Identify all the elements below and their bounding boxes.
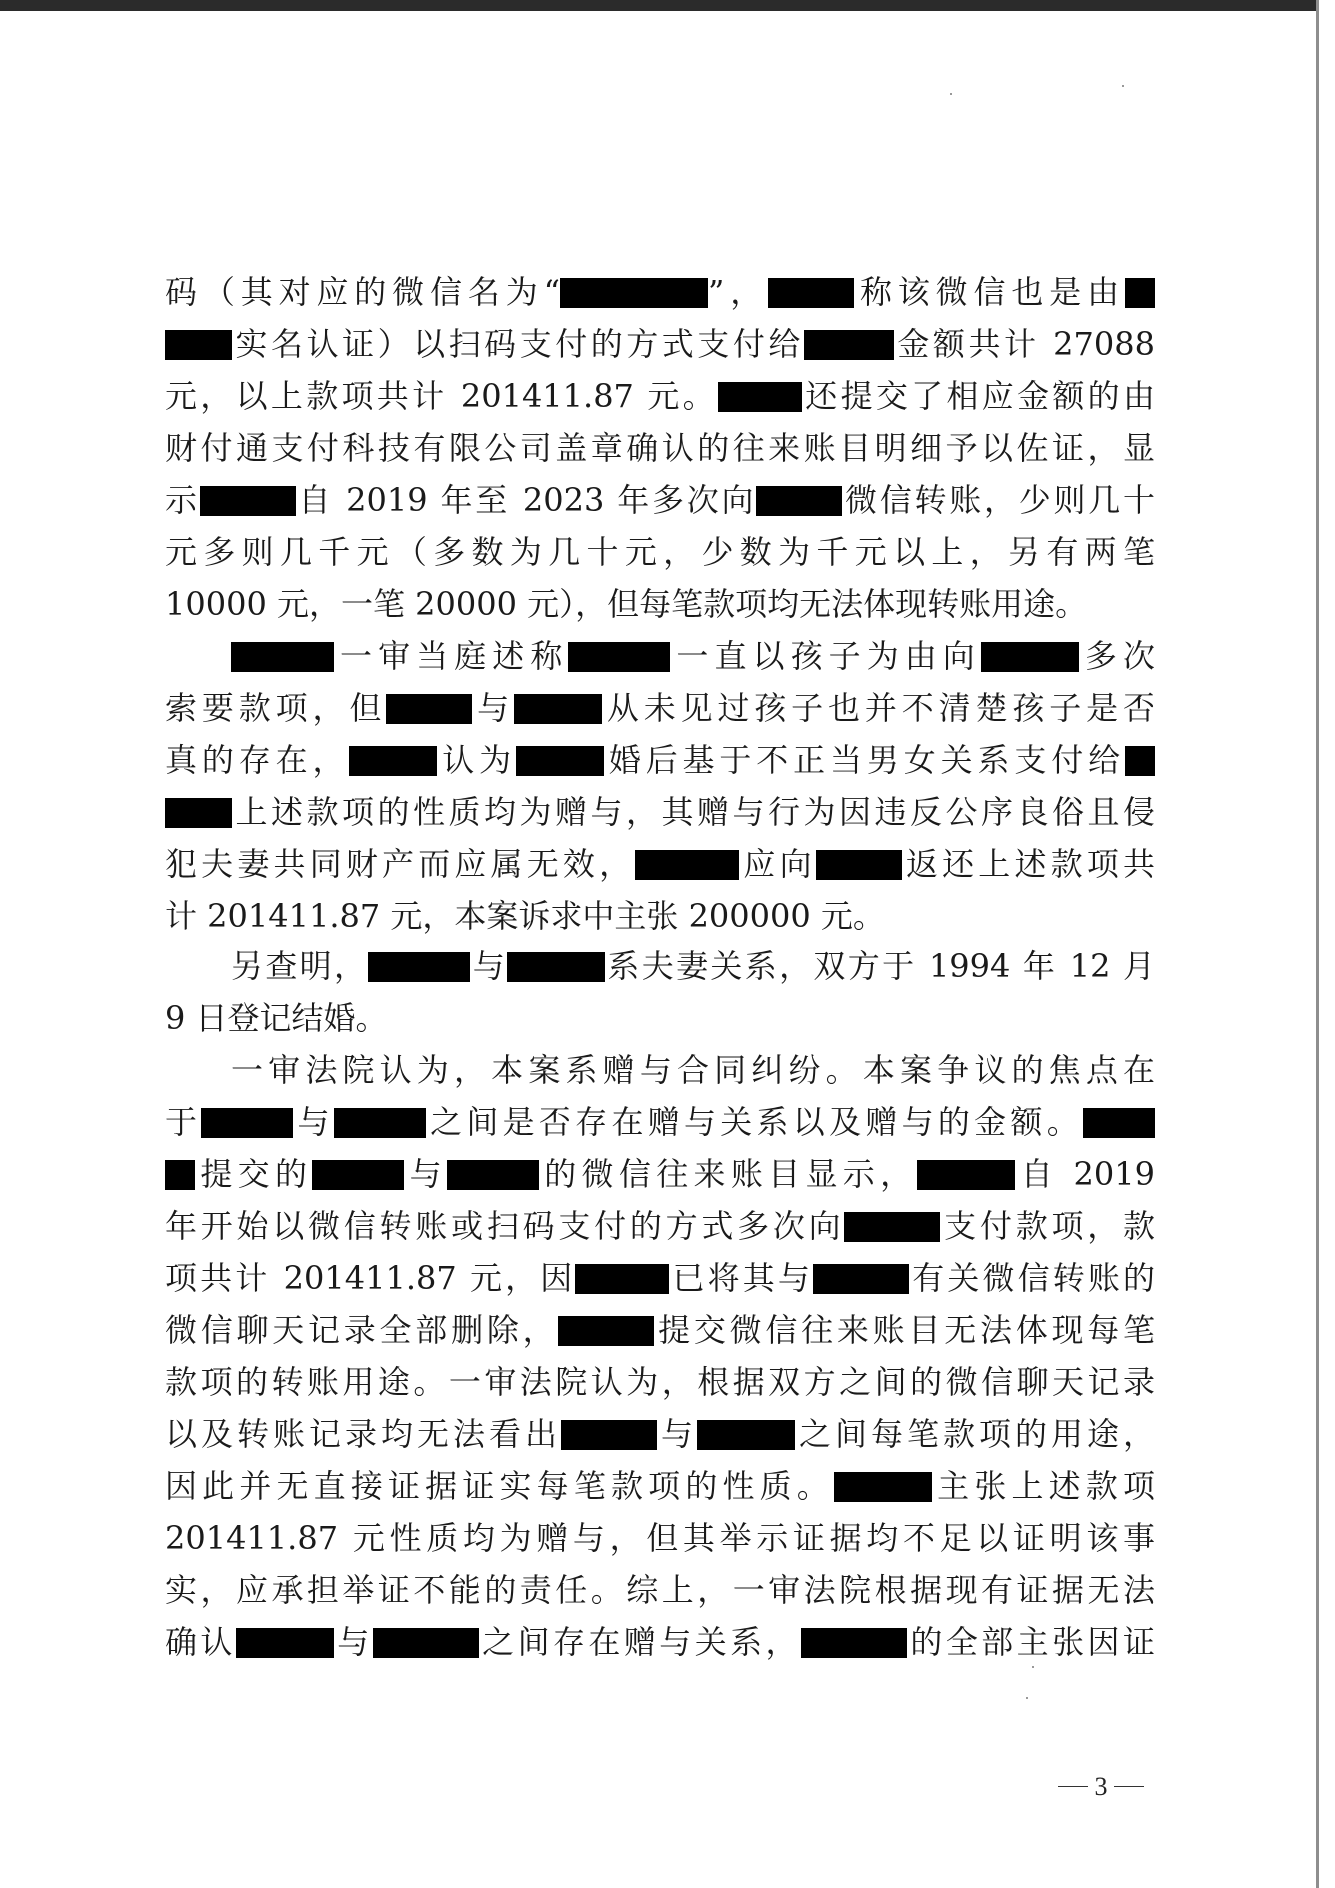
text-segment: 有关微信转账的 [909,1259,1155,1297]
redaction-box [200,486,296,516]
text-segment: 系夫妻关系，双方于 1994 年 12 月 [605,947,1155,985]
redaction-box [756,486,842,516]
text-segment: 自 2019 [1015,1155,1155,1193]
text-segment: 从未见过孩子也并不清楚孩子是否 [601,689,1155,727]
text-segment: 还提交了相应金额的由 [801,377,1155,415]
text-segment: 之间存在赠与关系， [478,1623,801,1661]
text-line [165,532,1155,572]
text-segment: 款项的转账用途。一审法院认为，根据双方之间的微信聊天记录 [165,1363,1155,1401]
text-segment: 计 201411.87 元，本案诉求中主张 200000 元。 [165,897,885,935]
text-segment: 与 [333,1623,373,1661]
redaction-box [1125,278,1155,308]
text-segment: 与 [656,1415,697,1453]
footer-dash-right [1114,1786,1144,1787]
redaction-box [231,642,334,672]
text-line [165,272,1155,312]
page-number-footer [1058,1772,1144,1802]
text-line [165,1362,1155,1402]
text-segment: 提交微信往来账目无法体现每笔 [654,1311,1155,1349]
text-line [165,1050,1155,1090]
text-segment: 应向 [739,845,816,883]
redaction-box [560,278,708,308]
redaction-box [575,1264,669,1294]
text-line [165,1518,1155,1558]
redaction-box [844,1212,940,1242]
redaction-box [1083,1108,1155,1138]
text-segment: 一审法院认为，本案系赠与合同纠纷。本案争议的焦点在 [231,1051,1155,1089]
text-segment: 10000 元，一笔 20000 元），但每笔款项均无法体现转账用途。 [165,585,1088,623]
text-segment: 与 [404,1155,447,1193]
redaction-box [349,746,437,776]
text-segment: 金额共计 27088 [893,325,1155,363]
redaction-box [568,642,670,672]
text-line [165,792,1155,832]
text-line [165,1206,1155,1246]
redaction-box [507,952,605,982]
text-segment: 微信聊天记录全部删除， [165,1311,559,1349]
text-segment: 201411.87 元性质均为赠与，但其举示证据均不足以证明该事 [165,1519,1155,1557]
redaction-box [1125,746,1155,776]
redaction-box [312,1160,404,1190]
text-line [165,1466,1155,1506]
text-segment: 财付通支付科技有限公司盖章确认的往来账目明细予以佐证，显 [165,429,1155,467]
redaction-box [334,1108,426,1138]
redaction-box [236,1628,334,1658]
redaction-box [165,330,232,360]
text-segment: 提交的 [195,1155,313,1193]
text-line [165,896,885,936]
text-line [165,946,1155,986]
text-line [165,1622,1155,1662]
text-segment: 项共计 201411.87 元，因 [165,1259,576,1297]
footer-dash-left [1058,1786,1088,1787]
text-segment: 支付款项，款 [940,1207,1155,1245]
text-line [165,844,1155,884]
text-segment: 多次 [1078,637,1155,675]
redaction-box [165,798,232,828]
scan-top-border [0,0,1316,11]
redaction-box [801,1628,907,1658]
text-line [165,428,1155,468]
text-segment: 与 [470,947,508,985]
redaction-box [201,1108,293,1138]
text-segment: 实，应承担举证不能的责任。综上，一审法院根据现有证据无法 [165,1571,1155,1609]
text-segment: 元多则几千元（多数为几十元，少数为千元以上，另有两笔 [165,533,1155,571]
text-segment: 的微信往来账目显示， [538,1155,918,1193]
redaction-box [558,1316,654,1346]
text-line [165,584,1087,624]
text-line [165,1414,1155,1454]
text-segment: 与 [472,689,514,727]
text-segment: 元，以上款项共计 201411.87 元。 [165,377,718,415]
redaction-box [834,1472,932,1502]
text-segment: 以及转账记录均无法看出 [165,1415,561,1453]
text-segment: 自 2019 年至 2023 年多次向 [295,481,757,519]
text-segment: 犯夫妻共同财产而应属无效， [165,845,636,883]
redaction-box [917,1160,1015,1190]
text-segment: 于 [165,1103,202,1141]
text-segment: ”， [707,273,769,311]
text-segment: 真的存在， [165,741,350,779]
text-segment: 9 日登记结婚。 [165,999,388,1037]
text-segment: 年开始以微信转账或扫码支付的方式多次向 [165,1207,845,1245]
text-segment: 示 [165,481,200,519]
redaction-box [768,278,854,308]
redaction-box [373,1628,479,1658]
text-segment: 实名认证）以扫码支付的方式支付给 [232,325,804,363]
scan-speck [950,93,952,95]
text-segment: 索要款项，但 [165,689,387,727]
text-line [165,1258,1155,1298]
text-segment: 上述款项的性质均为赠与，其赠与行为因违反公序良俗且侵 [232,793,1155,831]
text-segment: 码（其对应的微信名为“ [165,273,560,311]
redaction-box [516,746,604,776]
text-line [165,1310,1155,1350]
redaction-box [718,382,802,412]
redaction-box [697,1420,795,1450]
text-segment: 认为 [437,741,516,779]
text-line [165,636,1155,676]
redaction-box [165,1160,195,1190]
redaction-box [561,1420,657,1450]
text-segment: 婚后基于不正当男女关系支付给 [603,741,1125,779]
text-segment: 返还上述款项共 [901,845,1155,883]
text-segment: 称该微信也是由 [854,273,1125,311]
text-segment: 之间每笔款项的用途， [794,1415,1155,1453]
redaction-box [816,850,902,880]
text-segment: 因此并无直接证据证实每笔款项的性质。 [165,1467,834,1505]
redaction-box [368,952,470,982]
text-segment: 主张上述款项 [931,1467,1155,1505]
scan-speck [1026,1697,1028,1699]
text-segment: 之间是否存在赠与关系以及赠与的金额。 [425,1103,1083,1141]
text-line [165,998,388,1038]
redaction-box [804,330,894,360]
redaction-box [635,850,739,880]
text-line [165,1102,1155,1142]
text-segment: 的全部主张因证 [906,1623,1155,1661]
text-segment: 确认 [165,1623,236,1661]
text-line [165,376,1155,416]
text-line [165,1570,1155,1610]
text-line [165,688,1155,728]
text-segment: 一审当庭述称 [334,637,569,675]
text-segment: 另查明， [231,947,369,985]
page-number: 3 [1094,1772,1108,1801]
redaction-box [514,694,602,724]
redaction-box [386,694,472,724]
text-segment: 已将其与 [669,1259,814,1297]
text-line [165,480,1155,520]
text-line [165,1154,1155,1194]
text-line [165,740,1155,780]
scan-right-edge [1316,0,1319,1888]
redaction-box [981,642,1079,672]
redaction-box [813,1264,909,1294]
scan-speck [1032,1666,1034,1668]
text-segment: 微信转账，少则几十 [842,481,1155,519]
text-segment: 与 [293,1103,334,1141]
scan-speck [1122,85,1124,87]
redaction-box [447,1160,539,1190]
text-segment: 一直以孩子为由向 [670,637,981,675]
text-line [165,324,1155,364]
